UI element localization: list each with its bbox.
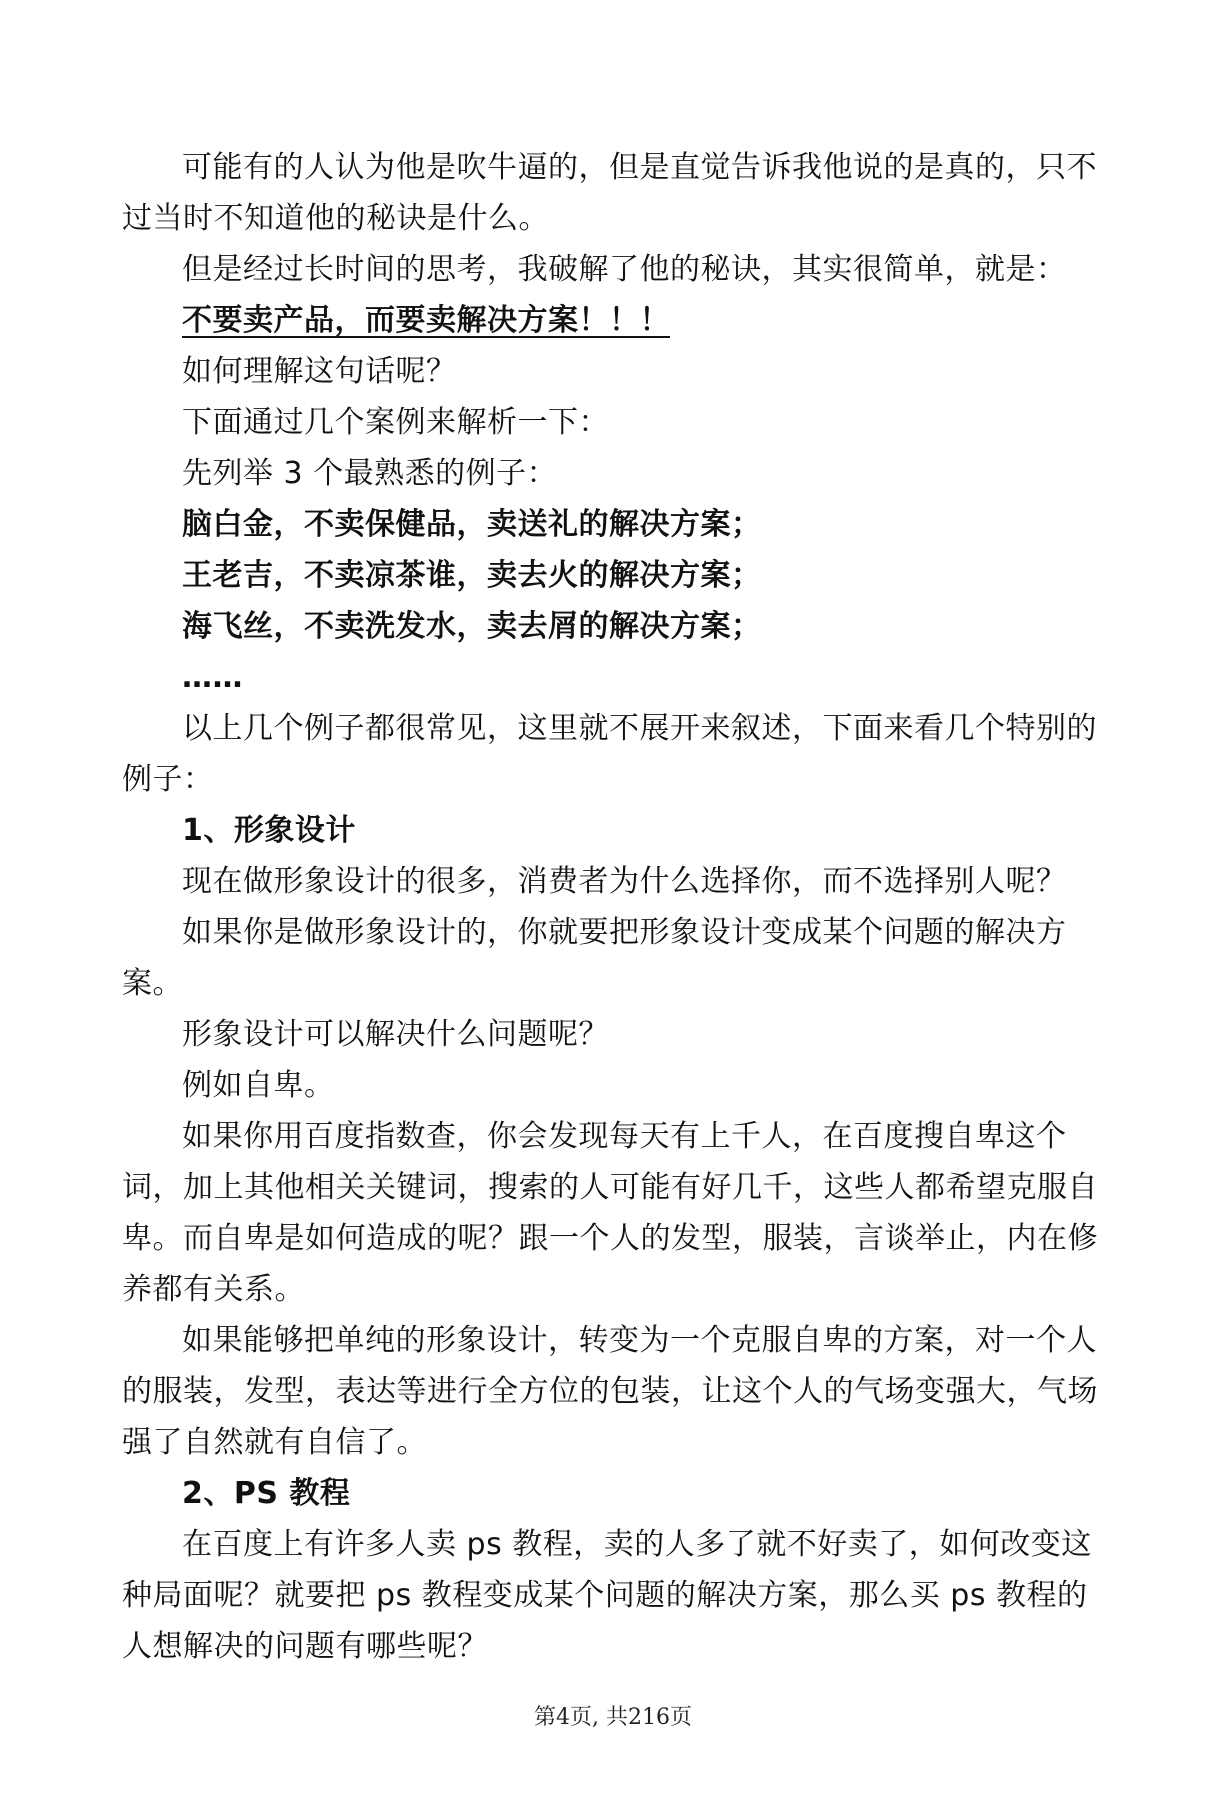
paragraph: 但是经过长时间的思考，我破解了他的秘诀，其实很简单，就是： xyxy=(182,252,1067,287)
section-heading: 1、形象设计 xyxy=(182,813,356,848)
paragraph: 以上几个例子都很常见，这里就不展开来叙述，下面来看几个特别的例子： xyxy=(122,711,1097,797)
paragraph: 如果能够把单纯的形象设计，转变为一个克服自卑的方案，对一个人的服装，发型，表达等进行全方位的包装，让这个人的气场变强大，气场强了自然就有自信了。 xyxy=(122,1323,1098,1460)
example-line: 王老吉，不卖凉茶谁，卖去火的解决方案； xyxy=(182,558,762,593)
page-footer: 第4页, 共216页 xyxy=(534,1705,692,1730)
key-statement-text: 不要卖产品，而要卖解决方案！！！ xyxy=(182,303,670,338)
section-heading: 2、PS 教程 xyxy=(182,1476,351,1511)
paragraph: 如果你用百度指数查，你会发现每天有上千人，在百度搜自卑这个词，加上其他相关关键词，搜索的人可能有好几千，这些人都希望克服自卑。而自卑是如何造成的呢？跟一个人的发型，服装，言谈举止，内在修养都有关系。 xyxy=(122,1119,1098,1307)
ellipsis-line: …… xyxy=(182,660,243,695)
paragraph: 例如自卑。 xyxy=(182,1068,335,1103)
paragraph: 在百度上有许多人卖 ps 教程，卖的人多了就不好卖了，如何改变这种局面呢？就要把 ps 教程变成某个问题的解决方案，那么买 ps 教程的人想解决的问题有哪些呢？ xyxy=(122,1527,1092,1664)
paragraph: 现在做形象设计的很多，消费者为什么选择你，而不选择别人呢？ xyxy=(182,864,1067,899)
paragraph: 如何理解这句话呢？ xyxy=(182,354,457,389)
document-body xyxy=(122,142,1108,1672)
paragraph: 如果你是做形象设计的，你就要把形象设计变成某个问题的解决方案。 xyxy=(122,915,1067,1001)
example-line: 海飞丝，不卖洗发水，卖去屑的解决方案； xyxy=(182,609,762,644)
paragraph: 可能有的人认为他是吹牛逼的，但是直觉告诉我他说的是真的，只不过当时不知道他的秘诀是什么。 xyxy=(122,150,1097,236)
paragraph: 下面通过几个案例来解析一下： xyxy=(182,405,609,440)
paragraph: 形象设计可以解决什么问题呢？ xyxy=(182,1017,609,1052)
example-line: 脑白金，不卖保健品，卖送礼的解决方案； xyxy=(182,507,762,542)
key-statement xyxy=(122,295,1108,346)
paragraph: 先列举 3 个最熟悉的例子： xyxy=(182,456,558,491)
